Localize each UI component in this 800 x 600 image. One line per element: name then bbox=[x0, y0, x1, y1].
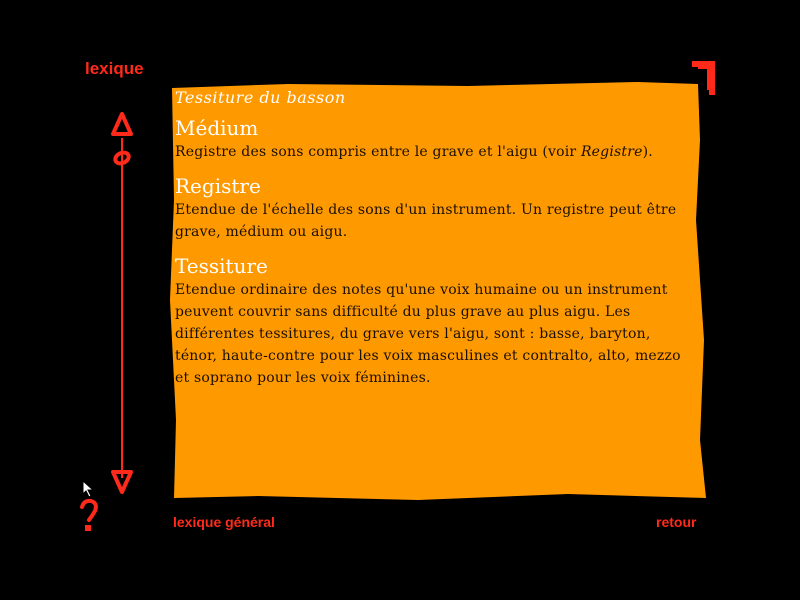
term-definition: Etendue ordinaire des notes qu'une voix humaine ou un instrument peuvent couvrir sans difficulté du plus grave au plus aigu. Les différentes tessitures, du grave vers l'aigu, sont : basse, baryton, ténor, haute-contre pour les voix masculines et contralto, alto, mezzo et soprano pour les voix féminines. bbox=[175, 282, 681, 386]
document-title: Tessiture du basson bbox=[175, 88, 346, 107]
question-mark-icon[interactable] bbox=[78, 498, 100, 534]
term-heading: Tessiture bbox=[175, 254, 268, 278]
arrow-down-icon[interactable] bbox=[110, 468, 134, 494]
scroll-thumb-icon[interactable] bbox=[112, 148, 132, 168]
back-link[interactable]: retour bbox=[656, 514, 697, 530]
glossary-content bbox=[175, 88, 685, 399]
definition-text: ). bbox=[642, 144, 653, 160]
app-title[interactable]: lexique bbox=[85, 59, 144, 78]
mouse-cursor-icon bbox=[82, 480, 96, 498]
definition-reference[interactable]: Registre bbox=[580, 144, 643, 160]
term-heading: Médium bbox=[175, 116, 259, 140]
term-definition: Etendue de l'échelle des sons d'un instrument. Un registre peut être grave, médium ou aigu. bbox=[175, 202, 677, 240]
term-heading: Registre bbox=[175, 174, 261, 198]
term-definition bbox=[175, 141, 685, 163]
definition-text: Registre des sons compris entre le grave et l'aigu (voir bbox=[175, 144, 581, 160]
general-lexicon-link[interactable]: lexique général bbox=[173, 514, 275, 530]
arrow-up-icon[interactable] bbox=[110, 112, 134, 138]
